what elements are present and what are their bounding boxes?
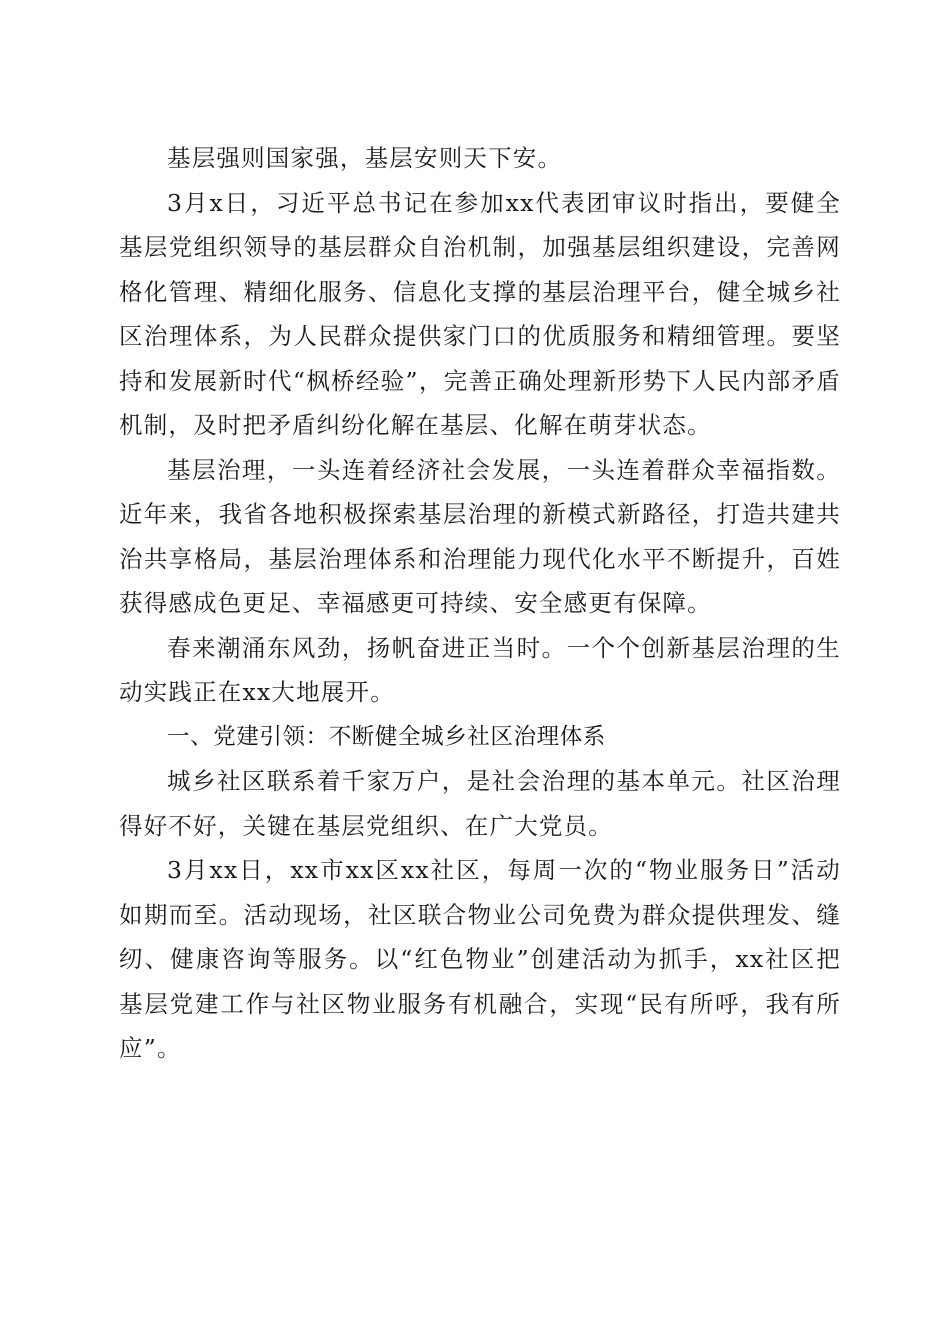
- section-heading: 一、党建引领：不断健全城乡社区治理体系: [167, 723, 606, 750]
- paragraph-practice: 春来潮涌东风劲，扬帆奋进正当时。一个个创新基层治理的生动实践正在xx大地展开。: [119, 633, 841, 706]
- paragraph-property-service: 3月xx日，xx市xx区xx社区，每周一次的“物业服务日”活动如期而至。活动现场，社区联合物业公司免费为群众提供理发、缝纫、健康咨询等服务。以“红色物业”创建活动为抓手，xx社区把基层党建工作与社区物业服务有机融合，实现“民有所呼，我有所应”。: [119, 856, 841, 1062]
- paragraph-governance: 基层治理，一头连着经济社会发展，一头连着群众幸福指数。近年来，我省各地积极探索基层治理的新模式新路径，打造共建共治共享格局，基层治理体系和治理能力现代化水平不断提升，百姓获得感成色更足、幸福感更可持续、安全感更有保障。: [119, 455, 841, 617]
- paragraph-community: 城乡社区联系着千家万户，是社会治理的基本单元。社区治理得好不好，关键在基层党组织、在广大党员。: [119, 767, 841, 840]
- paragraph-instruction: 3月x日，习近平总书记在参加xx代表团审议时指出，要健全基层党组织领导的基层群众自治机制，加强基层组织建设，完善网格化管理、精细化服务、信息化支撑的基层治理平台，健全城乡社区治理体系，为人民群众提供家门口的优质服务和精细管理。要坚持和发展新时代“枫桥经验”，完善正确处理新形势下人民内部矛盾机制，及时把矛盾纠纷化解在基层、化解在萌芽状态。: [119, 188, 841, 439]
- paragraph-opening: 基层强则国家强，基层安则天下安。: [167, 144, 563, 172]
- document-body: [119, 136, 841, 1071]
